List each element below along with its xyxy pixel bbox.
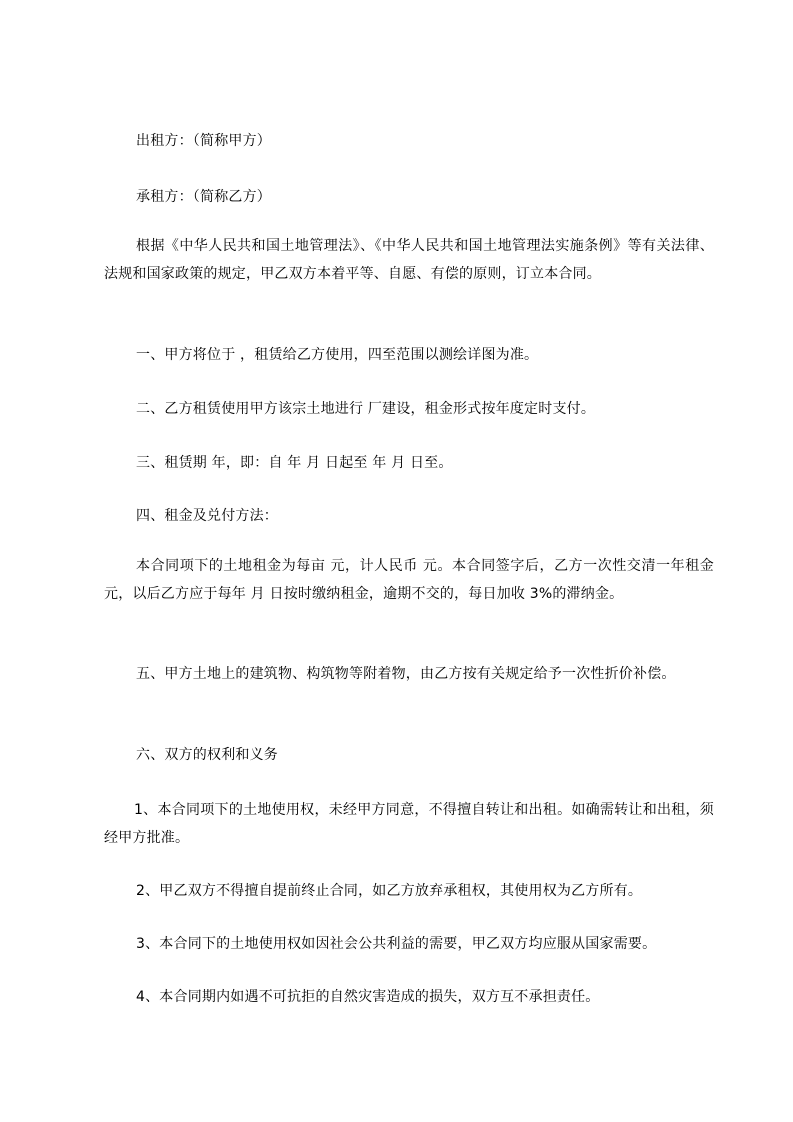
clause-2: 二、乙方租赁使用甲方该宗土地进行 厂建设，租金形式按年度定时支付。 [136, 401, 596, 417]
clause-6-item-4: 4、本合同期内如遇不可抗拒的自然灾害造成的损失，双方互不承担责任。 [136, 989, 600, 1005]
clause-6-item-3: 3、本合同下的土地使用权如因社会公共利益的需要，甲乙双方均应服从国家需要。 [136, 936, 657, 952]
clause-1: 一、甲方将位于 ，租赁给乙方使用，四至范围以测绘详图为准。 [136, 347, 539, 363]
clause-3: 三、租赁期 年，即：自 年 月 日起至 年 月 日至。 [136, 455, 453, 471]
clause-4-body: 本合同项下的土地租金为每亩 元，计人民币 元。本合同签字后，乙方一次性交清一年租金 元，以后乙方应于每年 月 日按时缴纳租金，逾期不交的，每日加收 3%的滞纳金。 [104, 558, 714, 602]
clause-6-item-2: 2、甲乙双方不得擅自提前终止合同，如乙方放弃承租权，其使用权为乙方所有。 [136, 883, 643, 899]
lessor-line: 出租方：（简称甲方） [136, 133, 271, 149]
preamble-paragraph: 根据《中华人民共和国土地管理法》、《中华人民共和国土地管理法实施条例》等有关法律、法规和国家政策的规定，甲乙双方本着平等、自愿、有偿的原则，订立本合同。 [104, 238, 714, 282]
clause-6-item-1: 1、本合同项下的土地使用权，未经甲方同意，不得擅自转让和出租。如确需转让和出租，须经甲方批准。 [104, 802, 714, 846]
clause-4-title: 四、租金及兑付方法： [136, 508, 278, 524]
clause-5: 五、甲方土地上的建筑物、构筑物等附着物，由乙方按有关规定给予一次性折价补偿。 [136, 666, 676, 682]
clause-6-title: 六、双方的权利和义务 [136, 747, 278, 763]
lessee-line: 承租方：（简称乙方） [136, 189, 271, 205]
